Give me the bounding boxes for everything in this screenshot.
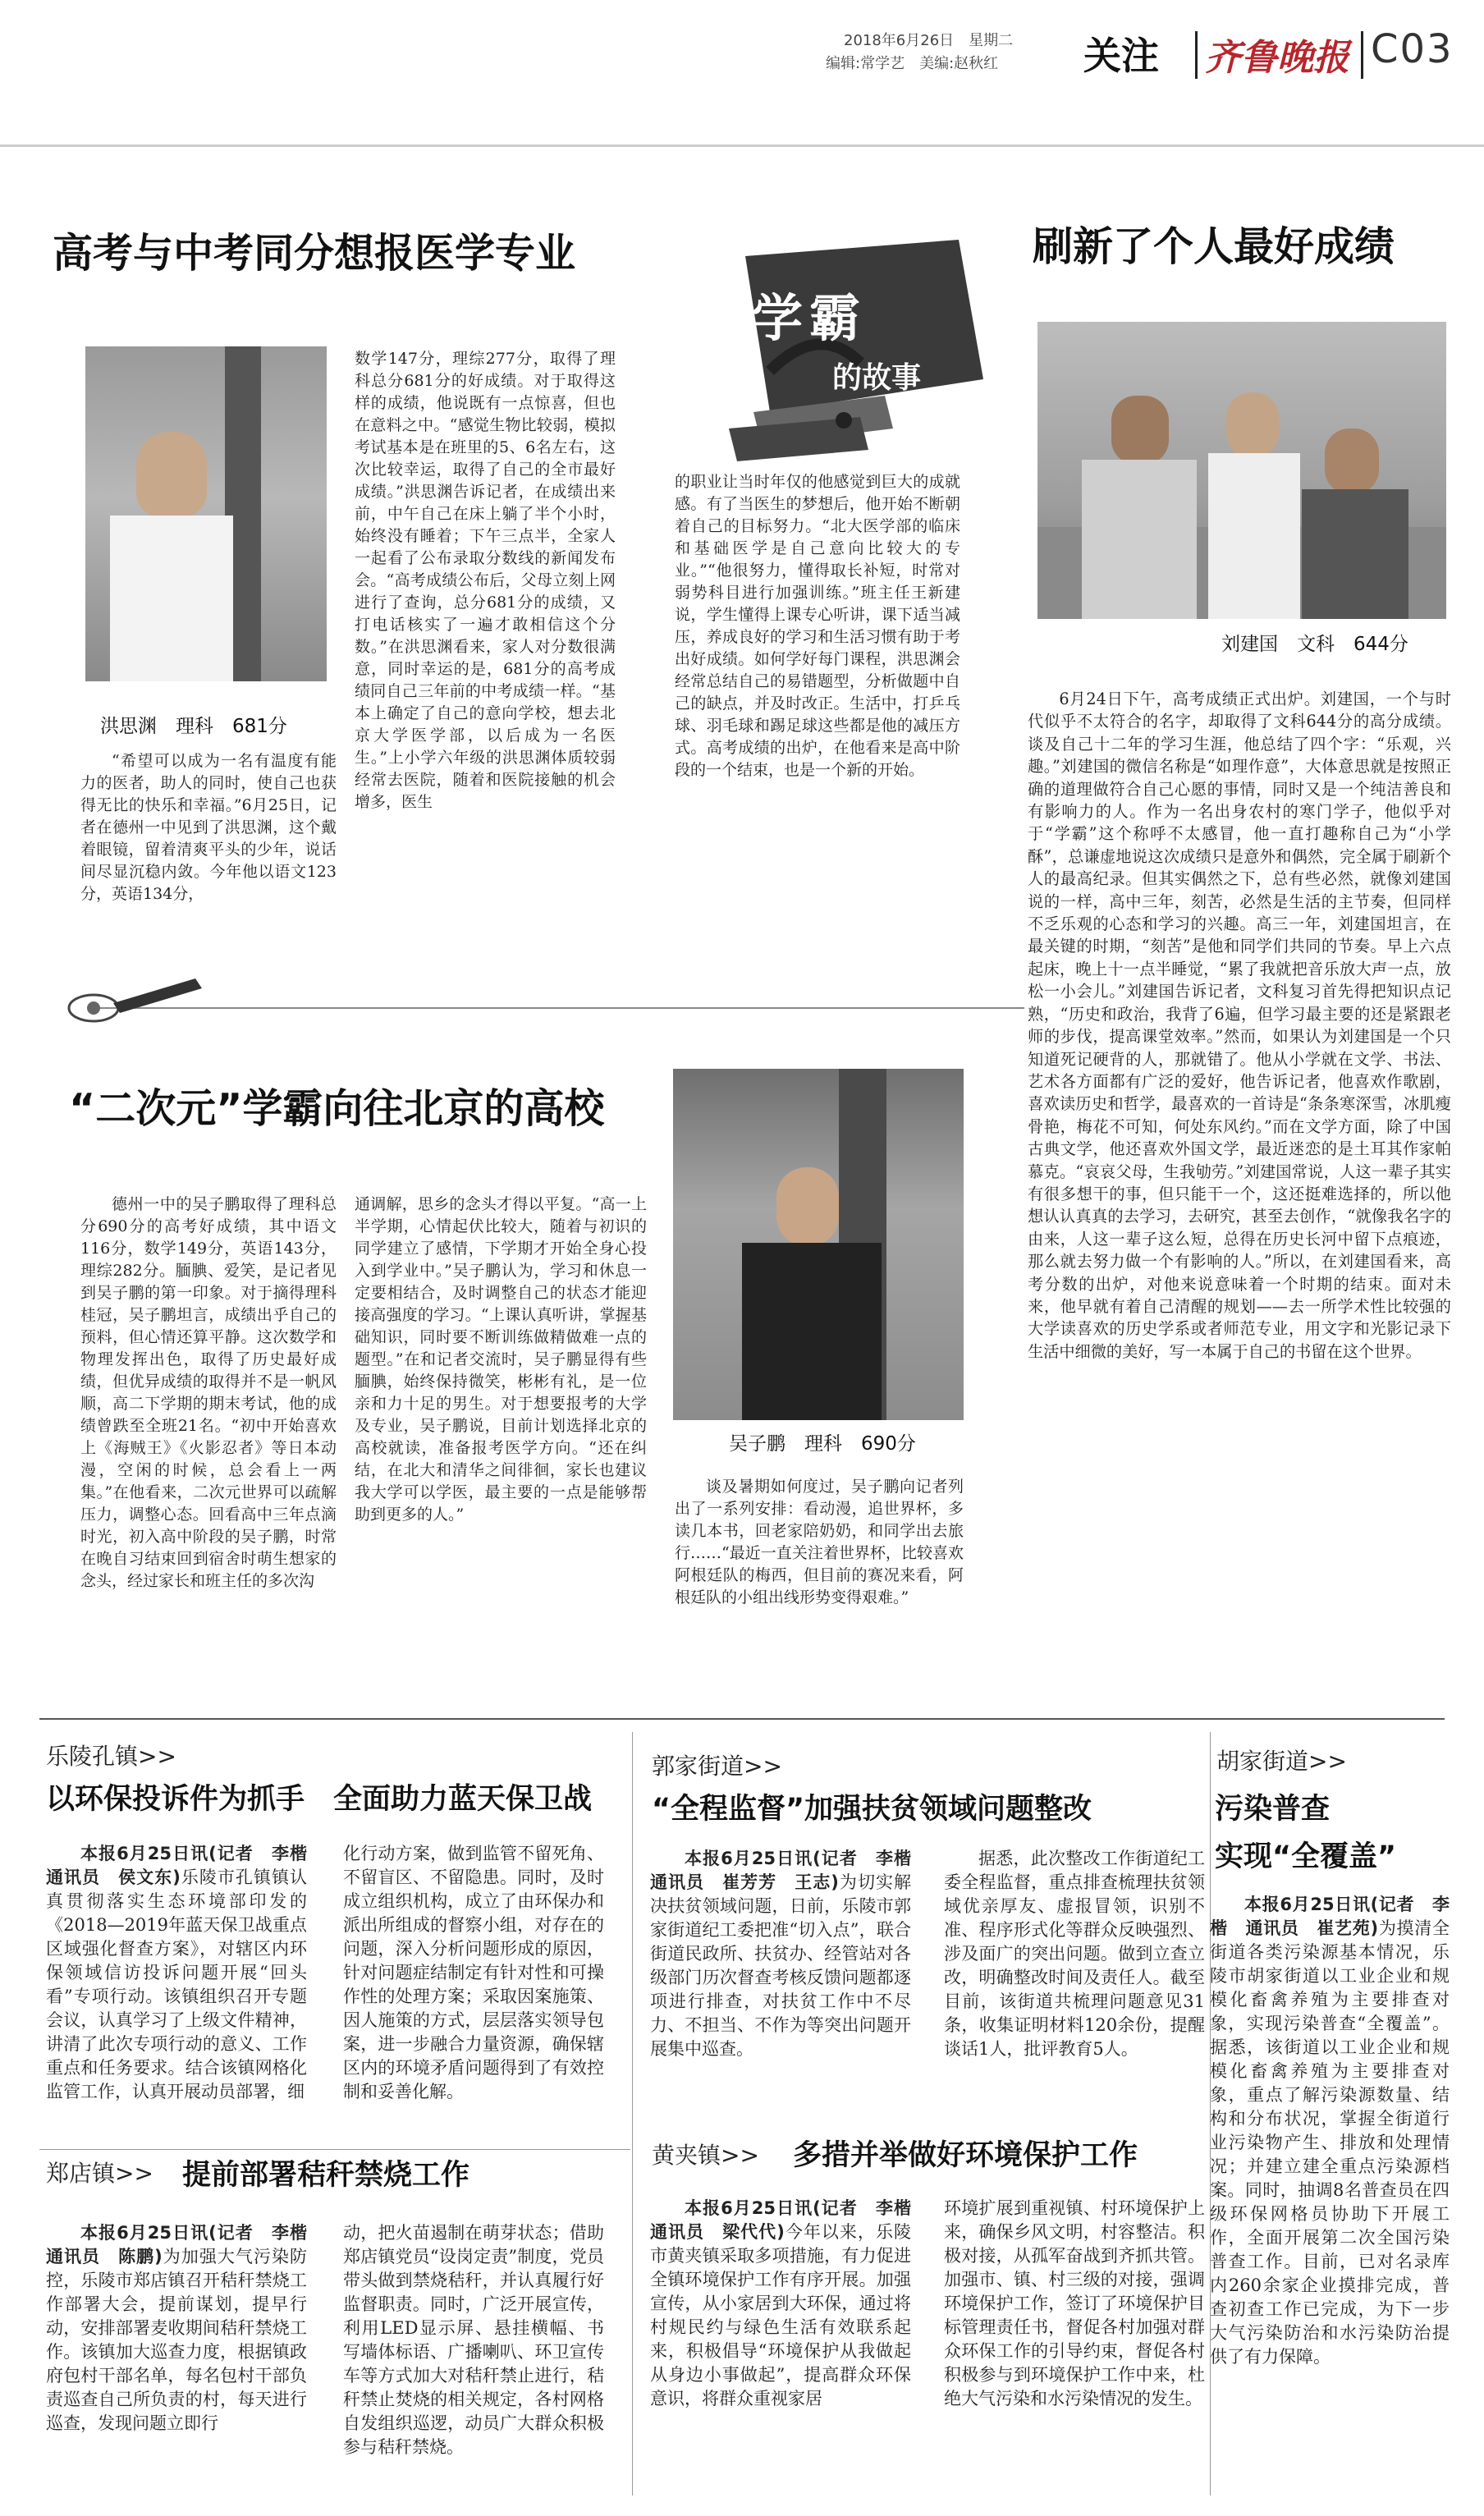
story3-col1: 德州一中的吴子鹏取得了理科总分690分的高考好成绩，其中语文116分，数学149分，英语143分，理综282分。腼腆、爱笑，是记者见到吴子鹏的第一印象。对于摘得理科桂冠，吴子鹏坦言，成绩出乎自己的预料，但心情还算平静。这次数学和物理发挥出色，取得了历史最好成绩，但优异成绩的取得并不是一帆风顺，高二下学期的期末考试，他的成绩曾跌至全班21名。“初中开始喜欢上《海贼王》《火影忍者》等日本动漫，空闲的时候，总会看上一两集。”在他看来，二次元世界可以疏解压力，调整心态。回看高中三年点滴时光，初入高中阶段的吴子鹏，时常在晚自习结束回到宿舍时萌生想家的念头，经过家长和班主任的多次沟	[80, 1195, 337, 1590]
paper-name: 齐鲁晚报	[1205, 37, 1349, 79]
section-title: 关注	[1083, 34, 1159, 78]
header-divider-1	[1195, 31, 1198, 79]
news3-col2: 据悉，此次整改工作街道纪工委全程监督，重点排查梳理扶贫领域优亲厚友、虚报冒领，识别不准、程序形式化等群众反映强烈、涉及面广的突出问题。做到立查立改，明确整改时间及责任人。截至目前，该街道共梳理问题意见31条，收集证明材料120余份，提醒谈话1人，批评教育5人。	[944, 1849, 1205, 2059]
header-divider-2	[1361, 31, 1363, 79]
story1-caption: 洪思渊 理科 681分	[100, 716, 287, 737]
news4-col1	[650, 2197, 928, 2411]
news5-title-l1: 污染普查	[1215, 1793, 1331, 1826]
story1-title: 高考与中考同分想报医学专业	[53, 230, 576, 277]
story1-col1: “希望可以成为一名有温度有能力的医者，助人的同时，使自己也获得无比的快乐和幸福。”6月25日，记者在德州一中见到了洪思渊，这个戴着眼镜，留着清爽平头的少年，说话间尽显沉稳内敛。今年他以语文123分，英语134分，	[80, 752, 337, 903]
news2-col1-text: 为加强大气污染防控，乐陵市郑店镇召开秸秆禁烧工作部署大会，提前谋划，提早行动，安排部署麦收期间秸秆禁烧工作。该镇加大巡查力度，根据镇政府包村干部名单，每名包村干部负责巡查自己所负责的村，每天进行巡查，发现问题立即行	[46, 2247, 307, 2433]
news5-place: 胡家街道>>	[1216, 1748, 1347, 1775]
story2-col: 6月24日下午，高考成绩正式出炉。刘建国，一个与时代似乎不太符合的名字，却取得了文科644分的高分成绩。谈及自己十二年的学习生涯，他总结了四个字：“乐观，兴趣。”刘建国的微信名称是“如理作意”，大体意思就是按照正确的道理做符合自己心愿的事情，同时又是一个纯洁善良和有影响力的人。作为一名出身农村的寒门学子，他似乎对于“学霸”这个称呼不太感冒，他一直打趣称自己为“小学酥”，总谦虚地说这次成绩只是意外和偶然，完全属于刷新个人的最高纪录。但其实偶然之下，总有些必然，就像刘建国说的一样，高中三年，刻苦，必然是生活的主节奏，但同样不乏乐观的心态和学习的兴趣。高三一年，刘建国坦言，在最关键的时期，“刻苦”是他和同学们共同的节奏。早上六点起床，晚上十一点半睡觉，“累了我就把音乐放大声一点，放松一小会儿。”刘建国告诉记者，文科复习首先得把知识点记熟，“历史和政治，我背了6遍，但学习最主要的还是紧跟老师的步伐，提高课堂效率。”然而，如果认为刘建国是一个只知道死记硬背的人，那就错了。他从小学就在文学、书法、艺术各方面都有广泛的爱好，他告诉记者，他喜欢作歌剧，喜欢读历史和哲学，最喜欢的一首诗是“条条寒深雪，冰肌瘦骨艳，梅花不可知，何处东风约。”而在文学方面，除了中国古典文学，他还喜欢外国文学，最近迷恋的是土耳其作家帕慕克。“哀哀父母，生我劬劳。”刘建国常说，人这一辈子其实有很多想干的事，但只能干一个，这还挺难选择的，所以他想认认真真的去学习，去研究，甚至去创作，“就像我名字的由来，人这一辈子这么短，总得在历史长河中留下点痕迹，那么就去努力做一个有影响的人。”所以，在刘建国看来，高考分数的出炉，对他来说意味着一个时期的结束。面对未来，他早就有着自己清醒的规划——去一所学术性比较强的大学读喜欢的历史学系或者师范专业，用文字和光影记录下生活中细微的美好，写一本属于自己的书留在这个世界。	[1028, 690, 1451, 1361]
news-mid-rule-left	[39, 2149, 630, 2150]
story3-title: “二次元”学霸向往北京的高校	[69, 1085, 605, 1132]
news3-lead: 本报6月25日讯(记者 李楷 通讯员 崔芳芳 王志)	[650, 1849, 928, 1892]
news3-title: “全程监督”加强扶贫领域问题整改	[652, 1793, 1092, 1826]
news2-lead: 本报6月25日讯(记者 李楷 通讯员 陈鹏)	[46, 2223, 324, 2266]
header-rule	[0, 144, 1484, 147]
story3-col3: 谈及暑期如何度过，吴子鹏向记者列出了一系列安排：看动漫，追世界杯，多读几本书，回老家陪奶奶，和同学出去旅行……“最近一直关注着世界杯，比较喜欢阿根廷队的梅西，但目前的赛况来看，阿根廷队的小组出线形势变得艰难。”	[675, 1478, 964, 1606]
page-number: C03	[1371, 26, 1454, 72]
news3-place: 郭家街道>>	[652, 1753, 782, 1780]
news1-col1	[46, 1842, 324, 2104]
story1-col3: 的职业让当时年仅的他感觉到巨大的成就感。有了当医生的梦想后，他开始不断朝着自己的目标努力。“北大医学部的临床和基础医学是自己意向比较大的专业。”“他很努力，懂得取长补短，时常对弱势科目进行加强训练。”班主任王新建说，学生懂得上课专心听讲，课下适当减压，养成良好的学习和生活习惯有助于考出好成绩。如何学好每门课程，洪思渊会经常总结自己的易错题型，分析做题中自己的缺点，并及时改正。生活中，打乒乓球、羽毛球和踢足球这些都是他的减压方式。高考成绩的出炉，在他看来是高中阶段的一个结束，也是一个新的开始。	[675, 473, 960, 779]
date-line: 2018年6月26日 星期二	[844, 32, 1014, 49]
news5-lead: 本报6月25日讯(记者 李楷 通讯员 崔艺苑)	[1210, 1895, 1450, 1938]
pen-divider-icon	[64, 967, 1024, 1041]
news1-lead: 本报6月25日讯(记者 李楷 通讯员 侯文东)	[46, 1844, 324, 1887]
badge-sub: 的故事	[832, 361, 922, 395]
news4-title: 多措并举做好环境保护工作	[793, 2139, 1138, 2172]
news2-col1	[46, 2221, 324, 2436]
editors-line: 编辑:常学艺 美编:赵秋红	[826, 55, 999, 72]
story2-caption: 刘建国 文科 644分	[1221, 634, 1408, 655]
news4-lead: 本报6月25日讯(记者 李楷 通讯员 梁代代)	[650, 2198, 928, 2242]
news5-col1	[1210, 1893, 1450, 2369]
news2-title: 提前部署秸秆禁烧工作	[182, 2159, 470, 2192]
news2-col2: 动，把火苗遏制在萌芽状态；借助郑店镇党员“设岗定责”制度，党员带头做到禁烧秸秆，并认真履行好监督职责。同时，广泛开展宣传，利用LED显示屏、悬挂横幅、书写墙体标语、广播喇叭、环卫宣传车等方式加大对秸秆禁止进行，秸秆禁止焚烧的相关规定，各村网格自发组织巡逻，动员广大群众积极参与秸秆禁烧。	[343, 2223, 604, 2457]
news3-col1	[650, 1847, 928, 2061]
news2-place: 郑店镇>>	[46, 2160, 153, 2187]
news-top-rule	[39, 1718, 1445, 1720]
story1-photo	[85, 346, 327, 681]
news5-title-l2: 实现“全覆盖”	[1215, 1840, 1397, 1873]
story2-photo	[1037, 322, 1446, 619]
news5-col1-text: 为摸清全街道各类污染源基本情况，乐陵市胡家街道以工业企业和规模化畜禽养殖为主要排查对象，实现污染普查“全覆盖”。据悉，该街道以工业企业和规模化畜禽养殖为主要排查对象，重点了解污染源数量、结构和分布状况，掌握全街道行业污染物产生、排放和处理情况；并建立建全重点污染源档案。同时，抽调8名普查员在四级环保网格员协助下开展工作，全面开展第二次全国污染普查工作。目前，已对名录库内260余家企业摸排完成，普查初查工作已完成，为下一步大气污染防治和水污染防治提供了有力保障。	[1210, 1918, 1450, 2367]
news3-col1-text: 为切实解决扶贫领域问题，日前，乐陵市郭家街道纪工委把准“切入点”，联合街道民政所、扶贫办、经管站对各级部门历次督查考核反馈问题都逐项进行排查，对扶贫工作中不尽力、不担当、不作为等突出问题开展集中巡查。	[650, 1872, 912, 2059]
story3-photo	[673, 1069, 964, 1420]
story3-caption: 吴子鹏 理科 690分	[729, 1433, 916, 1455]
news1-title: 以环保投诉件为抓手 全面助力蓝天保卫战	[46, 1783, 593, 1816]
news1-place: 乐陵孔镇>>	[46, 1743, 176, 1770]
story1-col2: 数学147分，理综277分，取得了理科总分681分的好成绩。对于取得这样的成绩，他说既有一点惊喜，但也在意料之中。“感觉生物比较弱，模拟考试基本是在班里的5、6名左右，这次比较幸运，取得了自己的全市最好成绩。”洪思渊告诉记者，在成绩出来前，中午自己在床上躺了半个小时，始终没有睡着；下午三点半，全家人一起看了公布录取分数线的新闻发布会。“高考成绩公布后，父母立刻上网进行了查询，总分681分的成绩，又打电话核实了一遍才敢相信这个分数。”在洪思渊看来，家人对分数很满意，同时幸运的是，681分的高考成绩同自己三年前的中考成绩一样。“基本上确定了自己的意向学校，想去北京大学医学部，以后成为一名医生。”上小学六年级的洪思渊体质较弱经常去医院，随着和医院接触的机会增多，医生	[355, 350, 616, 811]
story3-col2: 通调解，思乡的念头才得以平复。“高一上半学期，心情起伏比较大，随着与初识的同学建立了感情，下学期才开始全身心投入到学业中。”吴子鹏认为，学习和休息一定要相结合，及时调整自己的状态才能迎接高强度的学习。“上课认真听讲，掌握基础知识，同时要不断训练做精做难一点的题型。”在和记者交流时，吴子鹏显得有些腼腆，始终保持微笑，彬彬有礼，是一位亲和力十足的男生。对于想要报考的大学及专业，吴子鹏说，目前计划选择北京的高校就读，准备报考医学方向。“还在纠结，在北大和清华之间徘徊，家长也建议我大学可以学医，最主要的一点是能够帮助到更多的人。”	[355, 1195, 647, 1524]
news1-col1-text: 乐陵市孔镇镇认真贯彻落实生态环境部印发的《2018—2019年蓝天保卫战重点区域强化督查方案》，对辖区内环保领域信访投诉问题开展“回头看”专项行动。该镇组织召开专题会议，认真学习了上级文件精神，讲清了此次专项行动的意义、工作重点和任务要求。结合该镇网格化监管工作，认真开展动员部署，细	[46, 1868, 307, 2101]
news4-col1-text: 今年以来，乐陵市黄夹镇采取多项措施，有力促进全镇环境保护工作有序开展。加强宣传，从小家居到大环保，通过将村规民约与绿色生活有效联系起来，积极倡导“环境保护从我做起从身边小事做起”，提高群众环保意识，将群众重视家居	[650, 2222, 911, 2408]
news4-place: 黄夹镇>>	[652, 2142, 759, 2169]
news1-col2: 化行动方案，做到监管不留死角、不留盲区、不留隐患。同时，及时成立组织机构，成立了由环保办和派出所组成的督察小组，对存在的问题，深入分析问题形成的原因，针对问题症结制定有针对性和可操作性的处理方案；采取因案施策、因人施策的方式，层层落实领导包案，进一步融合力量资源，确保辖区内的环境矛盾问题得到了有效控制和妥善化解。	[343, 1844, 604, 2101]
news-vrule-1	[632, 1732, 633, 2495]
story2-title: 刷新了个人最好成绩	[1033, 223, 1395, 270]
badge-word: 学霸	[752, 288, 868, 348]
news4-col2: 环境扩展到重视镇、村环境保护上来，确保乡风文明，村容整洁。积极对接，从孤军奋战到齐抓共管。加强市、镇、村三级的对接，强调环境保护工作，签订了环境保护目标管理责任书，督促各村加强对群众环保工作的引导约束，督促各村积极参与到环境保护工作中来，杜绝大气污染和水污染情况的发生。	[944, 2198, 1205, 2408]
